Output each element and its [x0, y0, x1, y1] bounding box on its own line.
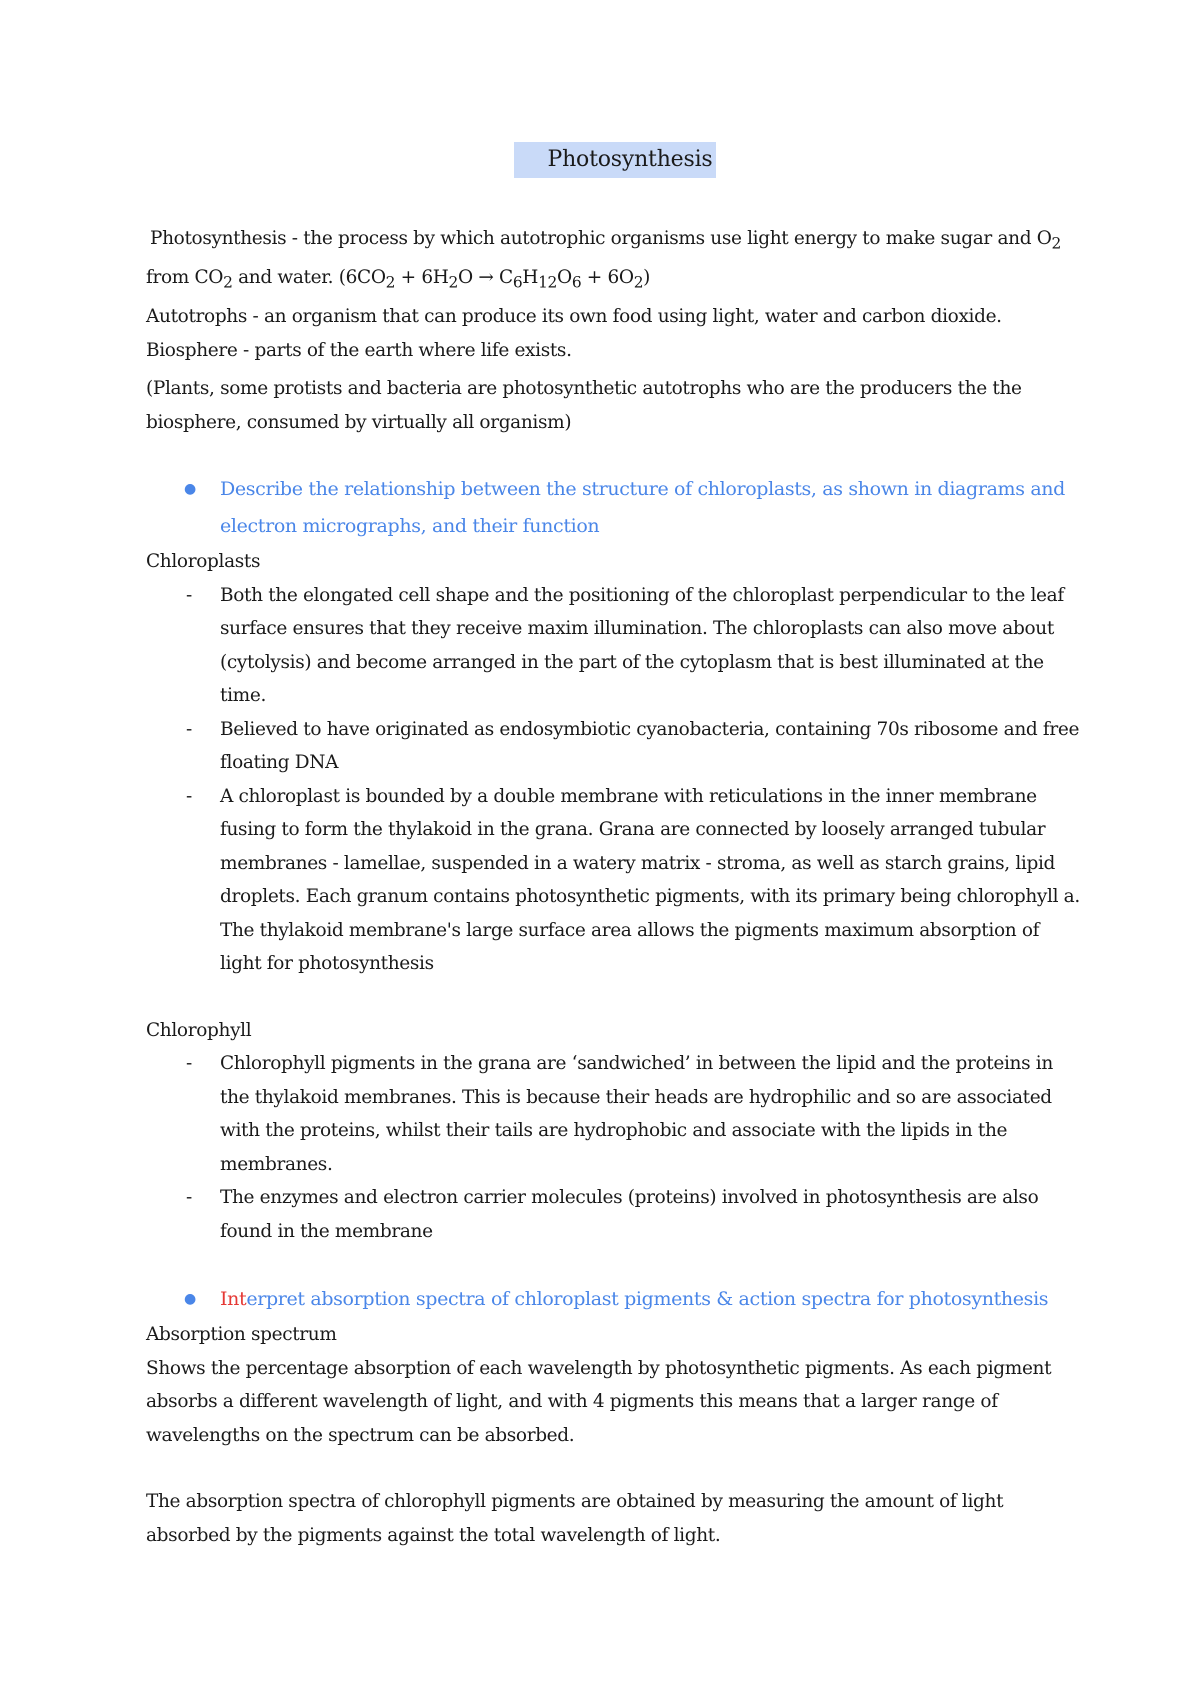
plants-note: (Plants, some protists and bacteria are photosynthetic autotrophs who are the producers the the biosphere, consumed by virtually all organism) — [146, 378, 1022, 433]
objective-absorption-spectra — [146, 1281, 1080, 1318]
objective-chloroplast-structure — [146, 471, 1080, 545]
bullet-icon: ● — [184, 481, 196, 498]
dash-icon: - — [186, 1187, 192, 1209]
chloroplasts-heading: Chloroplasts — [146, 551, 261, 573]
photosynthesis-definition: Photosynthesis - the process by which autotrophic organisms use light energy to make sugar and $O_2$ — [150, 228, 1061, 253]
autotrophs-definition: Autotrophs - an organism that can produce its own food using light, water and carbon dioxide. — [146, 306, 1002, 328]
absorption-paragraph-1: Shows the percentage absorption of each wavelength by photosynthetic pigments. As each pigment absorbs a different wavelength of light, and with 4 pigments this means that a larger range of wavelengths on the spectrum can be absorbed. — [146, 1357, 1052, 1446]
list-item: - Believed to have originated as endosymbiotic cyanobacteria, containing 70s ribosome and free floating DNA — [146, 713, 1080, 780]
list-item: - Chlorophyll pigments in the grana are ‘sandwiched’ in between the lipid and the proteins in the thylakoid membranes. This is because their heads are hydrophilic and so are associated with the proteins, whilst their tails are hydrophobic and associate with the lipids in the membranes. — [146, 1047, 1080, 1181]
list-item: - Both the elongated cell shape and the positioning of the chloroplast perpendicular to the leaf surface ensures that they receive maxim illumination. The chloroplasts can also move about (cytolysis) and become arranged in the part of the cytoplasm that is best illuminated at the time. — [146, 579, 1080, 713]
objective-text: Describe the relationship between the structure of chloroplasts, as shown in diagrams and electron micrographs, and their function — [220, 478, 1065, 538]
absorption-heading: Absorption spectrum — [146, 1324, 337, 1346]
dash-icon: - — [186, 1053, 192, 1075]
title-wrap — [146, 142, 1080, 178]
chlorophyll-list — [146, 1047, 1080, 1248]
dash-icon: - — [186, 785, 192, 807]
page-title: Photosynthesis — [514, 142, 715, 178]
chlorophyll-heading: Chlorophyll — [146, 1019, 252, 1041]
list-item: - A chloroplast is bounded by a double membrane with reticulations in the inner membrane fusing to form the thylakoid in the grana. Grana are connected by loosely arranged tubular membranes - lamellae, suspended in a watery matrix - stroma, as well as starch grains, lipid droplets. Each granum contains photosynthetic pigments, with its primary being chlorophyll a. The thylakoid membrane's large surface area allows the pigments maximum absorption of light for photosynthesis — [146, 780, 1080, 981]
objective-text-red: Int — [220, 1288, 247, 1311]
dash-icon: - — [186, 718, 192, 740]
bullet-icon: ● — [184, 1291, 196, 1308]
chloroplasts-list — [146, 579, 1080, 981]
spacer — [146, 1248, 1080, 1281]
biosphere-definition: Biosphere - parts of the earth where life exists. — [146, 339, 572, 361]
spacer — [146, 439, 1080, 471]
absorption-paragraph-2: The absorption spectra of chlorophyll pigments are obtained by measuring the amount of light absorbed by the pigments against the total wavelength of light. — [146, 1491, 1004, 1546]
photosynthesis-equation: from $CO_2$ and water. $(6CO_2 + 6H_2O \to C_6H_{12}O_6 + 6O_2)$ — [146, 267, 651, 292]
dash-icon: - — [186, 584, 192, 606]
objective-text: erpret absorption spectra of chloroplast pigments & action spectra for photosynthesis — [246, 1288, 1049, 1311]
spacer — [146, 1452, 1080, 1485]
list-item: - The enzymes and electron carrier molecules (proteins) involved in photosynthesis are also found in the membrane — [146, 1181, 1080, 1248]
spacer — [146, 981, 1080, 1014]
